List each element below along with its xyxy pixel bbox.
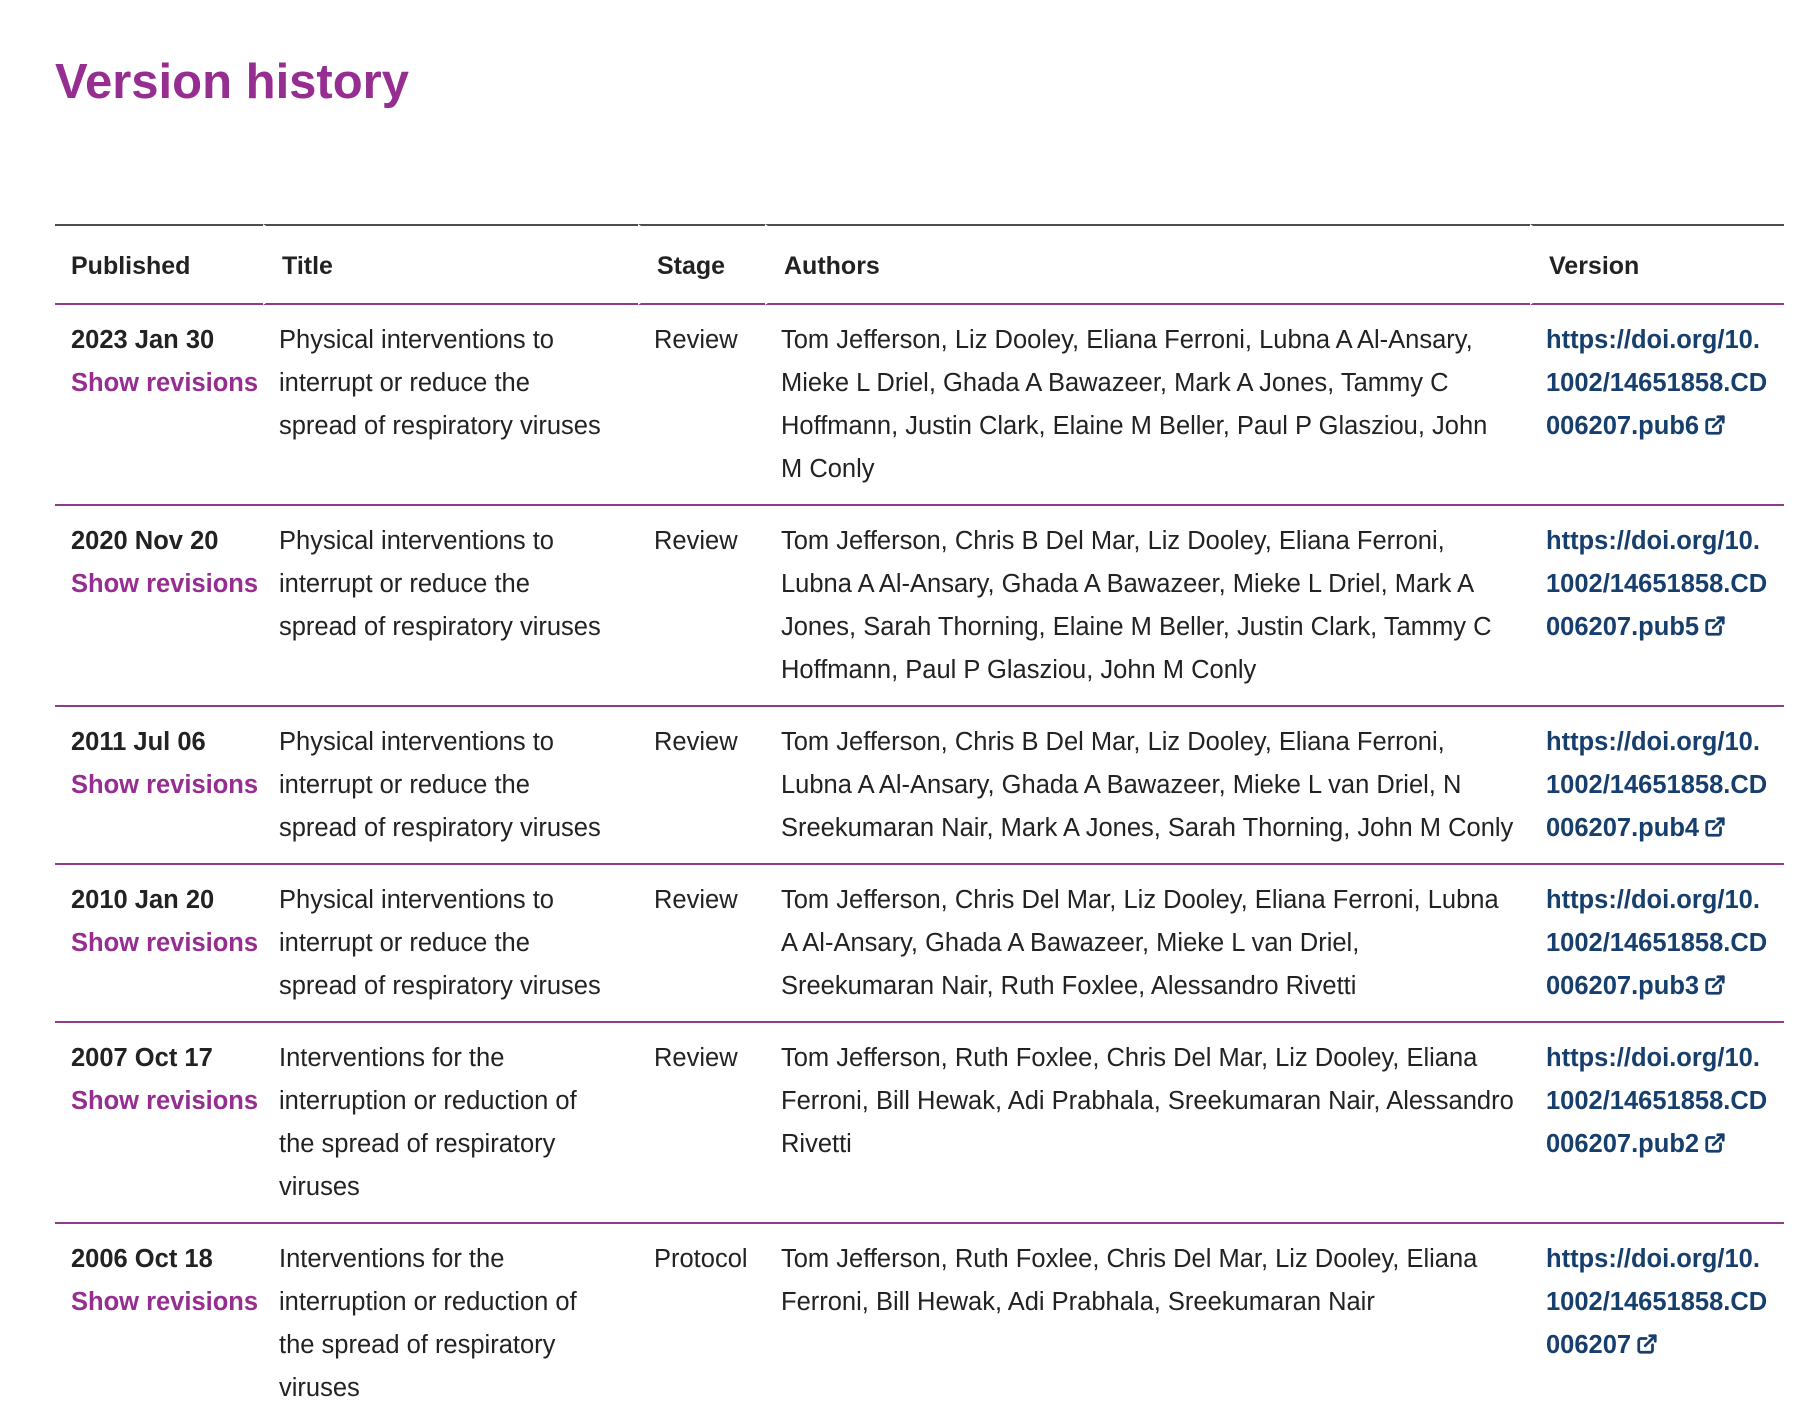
external-link-icon [1704, 816, 1726, 838]
external-link-icon [1704, 615, 1726, 637]
doi-link[interactable] [1546, 886, 1767, 1000]
doi-link[interactable] [1546, 1245, 1767, 1359]
doi-link[interactable] [1546, 1044, 1767, 1158]
doi-text: https://doi.org/10.1002/14651858.CD006207.pub6 [1546, 326, 1768, 440]
authors-cell: Tom Jefferson, Ruth Foxlee, Chris Del Mar, Liz Dooley, Eliana Ferroni, Bill Hewak, Adi Prabhala, Sreekumaran Nair, Alessandro Rivetti [765, 1023, 1530, 1224]
doi-text: https://doi.org/10.1002/14651858.CD006207.pub5 [1546, 527, 1768, 641]
published-cell [55, 1224, 263, 1423]
show-revisions-link[interactable]: Show revisions [71, 369, 259, 397]
title-cell: Physical interventions to interrupt or reduce the spread of respiratory viruses [263, 707, 638, 865]
title-cell: Interventions for the interruption or reduction of the spread of respiratory viruses [263, 1023, 638, 1224]
stage-cell: Review [638, 506, 765, 707]
published-cell [55, 305, 263, 506]
title-cell: Physical interventions to interrupt or reduce the spread of respiratory viruses [263, 506, 638, 707]
show-revisions-link[interactable]: Show revisions [71, 929, 259, 957]
authors-cell: Tom Jefferson, Ruth Foxlee, Chris Del Mar, Liz Dooley, Eliana Ferroni, Bill Hewak, Adi Prabhala, Sreekumaran Nair [781, 1245, 1478, 1316]
show-revisions-link[interactable]: Show revisions [71, 1288, 259, 1316]
table-row [55, 865, 1784, 1023]
published-cell [55, 707, 263, 865]
header-version: Version [1530, 224, 1784, 305]
title-cell: Interventions for the interruption or reduction of the spread of respiratory viruses [279, 1245, 577, 1402]
authors-cell: Tom Jefferson, Liz Dooley, Eliana Ferroni, Lubna A Al-Ansary, Mieke L Driel, Ghada A Bawazeer, Mark A Jones, Tammy C Hoffmann, Justin Clark, Elaine M Beller, Paul P Glasziou, John M Conly [765, 305, 1530, 506]
header-published: Published [55, 224, 263, 305]
header-authors: Authors [765, 224, 1530, 305]
version-cell [1530, 506, 1784, 707]
table-row [55, 1224, 1784, 1423]
doi-link[interactable] [1546, 527, 1767, 641]
published-date: 2023 Jan 30 [71, 326, 215, 354]
table-row [55, 506, 1784, 707]
version-cell [1530, 1023, 1784, 1224]
authors-cell: Tom Jefferson, Chris B Del Mar, Liz Dooley, Eliana Ferroni, Lubna A Al-Ansary, Ghada A Bawazeer, Mieke L van Driel, N Sreekumaran Nair, Mark A Jones, Sarah Thorning, John M Conly [765, 707, 1530, 865]
page-title: Version history [55, 55, 410, 109]
published-date: 2007 Oct 17 [71, 1044, 213, 1072]
table-row [55, 1023, 1784, 1224]
external-link-icon [1704, 414, 1726, 436]
doi-link[interactable] [1546, 326, 1767, 440]
published-cell [55, 506, 263, 707]
doi-text: https://doi.org/10.1002/14651858.CD006207 [1546, 1245, 1768, 1359]
doi-text: https://doi.org/10.1002/14651858.CD006207.pub3 [1546, 886, 1768, 1000]
published-date: 2010 Jan 20 [71, 886, 215, 914]
doi-text: https://doi.org/10.1002/14651858.CD006207.pub2 [1546, 1044, 1768, 1158]
title-cell: Physical interventions to interrupt or reduce the spread of respiratory viruses [263, 305, 638, 506]
version-history-table [55, 224, 1784, 1423]
version-cell [1530, 305, 1784, 506]
stage-cell: Review [638, 305, 765, 506]
published-date: 2020 Nov 20 [71, 527, 219, 555]
table-header-row [55, 224, 1784, 305]
doi-link[interactable] [1546, 728, 1767, 842]
published-date: 2011 Jul 06 [71, 728, 206, 756]
show-revisions-link[interactable]: Show revisions [71, 570, 259, 598]
table-row [55, 707, 1784, 865]
stage-cell: Review [638, 1023, 765, 1224]
title-cell: Physical interventions to interrupt or reduce the spread of respiratory viruses [263, 865, 638, 1023]
external-link-icon [1704, 974, 1726, 996]
published-date: 2006 Oct 18 [71, 1245, 213, 1273]
authors-cell: Tom Jefferson, Chris Del Mar, Liz Dooley, Eliana Ferroni, Lubna A Al-Ansary, Ghada A Bawazeer, Mieke L van Driel, Sreekumaran Nair, Ruth Foxlee, Alessandro Rivetti [765, 865, 1530, 1023]
stage-cell: Protocol [654, 1245, 748, 1273]
published-cell [55, 865, 263, 1023]
stage-cell: Review [638, 707, 765, 865]
header-stage: Stage [638, 224, 765, 305]
show-revisions-link[interactable]: Show revisions [71, 1087, 259, 1115]
authors-cell: Tom Jefferson, Chris B Del Mar, Liz Dooley, Eliana Ferroni, Lubna A Al-Ansary, Ghada A Bawazeer, Mieke L Driel, Mark A Jones, Sarah Thorning, Elaine M Beller, Justin Clark, Tammy C Hoffmann, Paul P Glasziou, John M Conly [765, 506, 1530, 707]
doi-text: https://doi.org/10.1002/14651858.CD006207.pub4 [1546, 728, 1768, 842]
version-cell [1530, 865, 1784, 1023]
show-revisions-link[interactable]: Show revisions [71, 771, 259, 799]
table-row [55, 305, 1784, 506]
published-cell [55, 1023, 263, 1224]
external-link-icon [1704, 1132, 1726, 1154]
version-cell [1530, 1224, 1784, 1423]
stage-cell: Review [638, 865, 765, 1023]
header-title: Title [263, 224, 638, 305]
version-cell [1530, 707, 1784, 865]
external-link-icon [1636, 1333, 1658, 1355]
